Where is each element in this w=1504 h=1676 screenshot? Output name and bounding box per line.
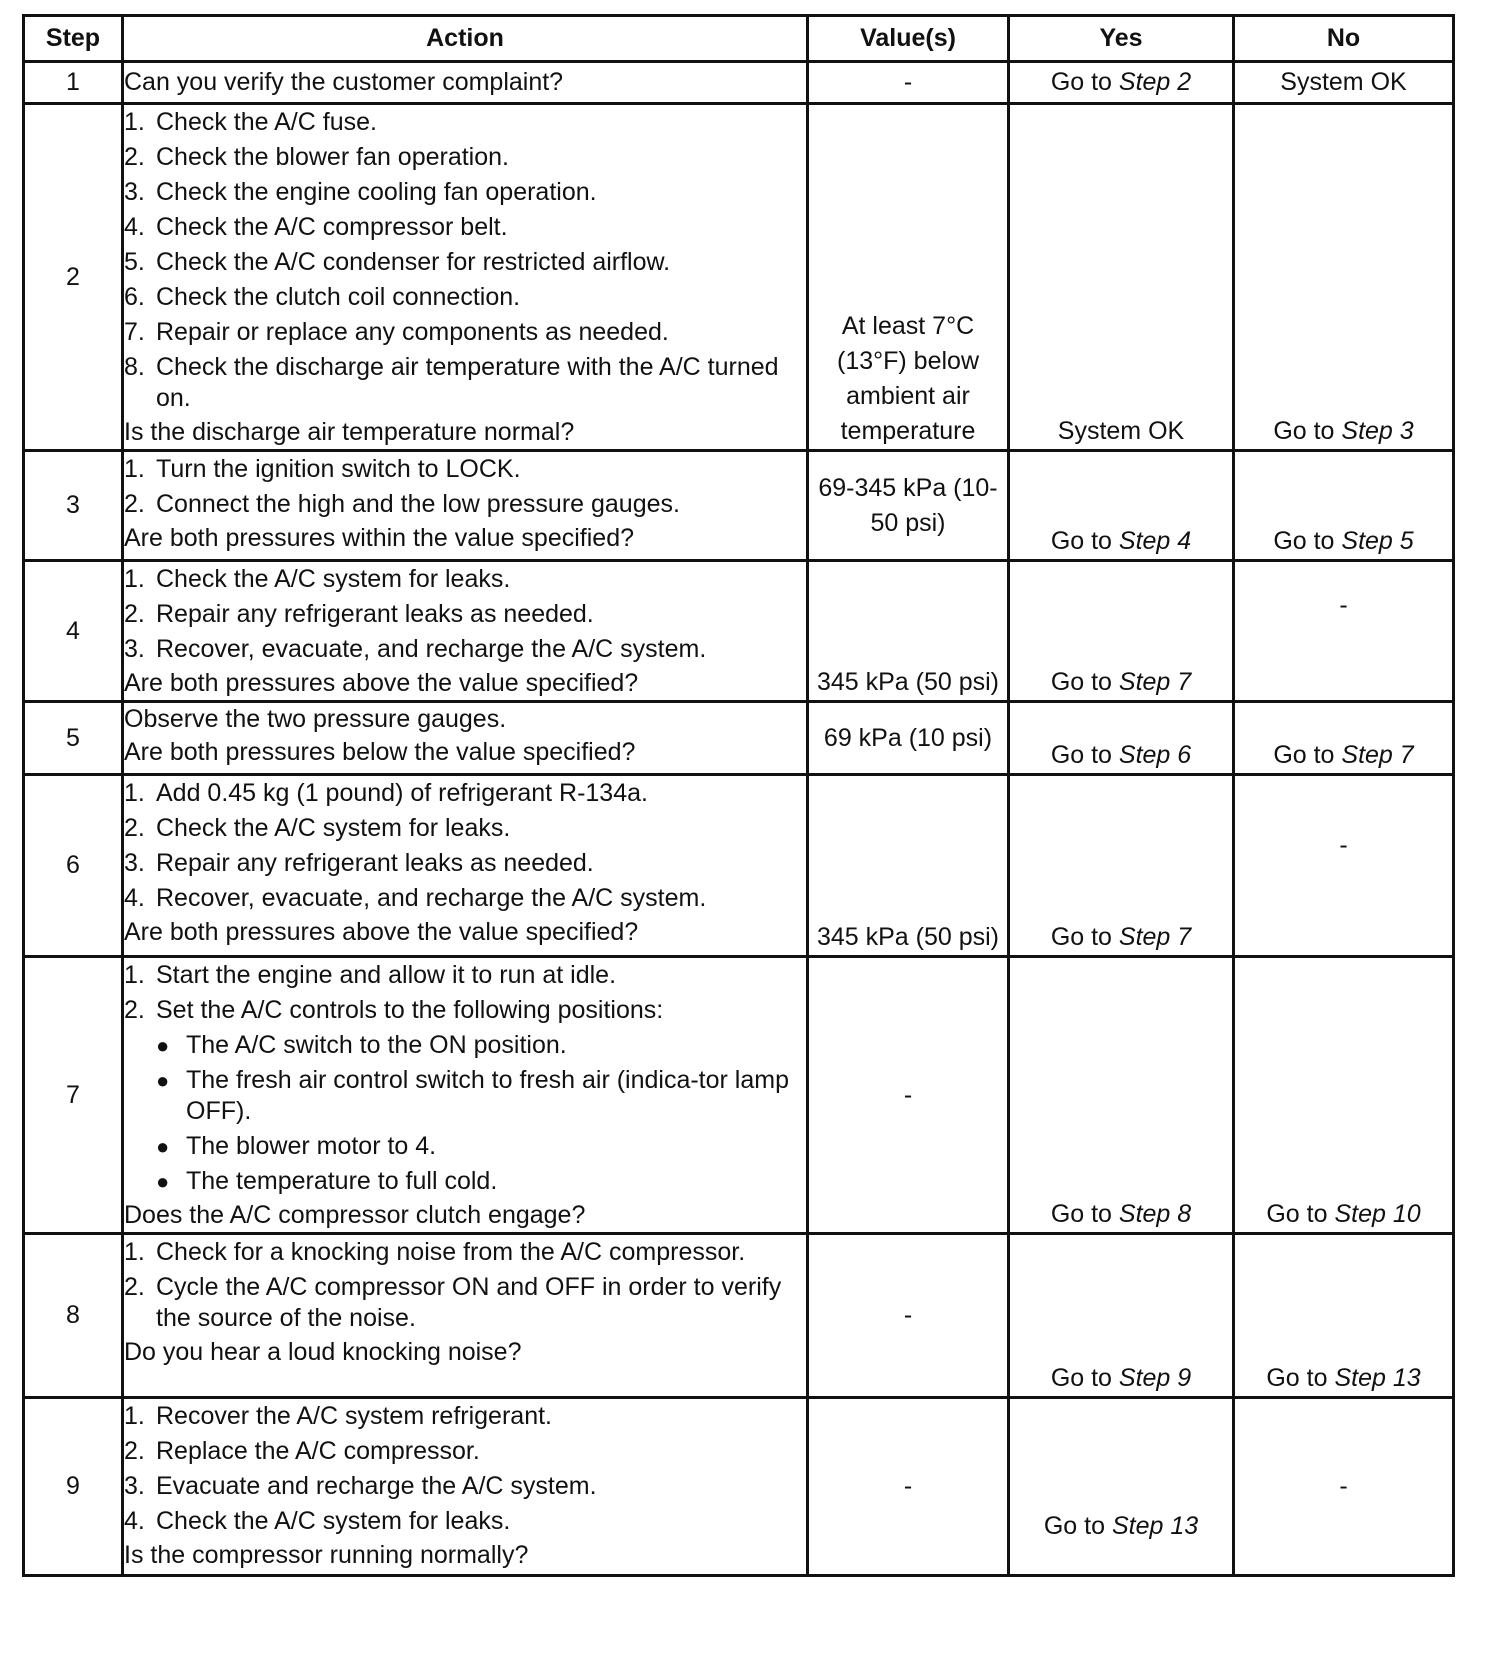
step-number: 7 bbox=[24, 957, 123, 1234]
value-cell: 345 kPa (50 psi) bbox=[808, 561, 1009, 702]
action-cell bbox=[123, 1234, 808, 1398]
value-cell: - bbox=[808, 62, 1009, 104]
action-item: 1. Turn the ignition switch to LOCK. bbox=[124, 455, 521, 483]
yes-prefix: Go to bbox=[1050, 68, 1119, 96]
no-cell: - bbox=[1234, 775, 1454, 957]
action-item: 4. Check the A/C compressor belt. bbox=[124, 213, 508, 241]
yes-cell: System OK bbox=[1009, 104, 1234, 451]
action-cell bbox=[123, 62, 808, 104]
yes-step-link: Step 2 bbox=[1118, 68, 1192, 96]
yes-step-link: Step 6 bbox=[1118, 741, 1192, 769]
action-item: 2. Repair any refrigerant leaks as needed. bbox=[124, 600, 594, 628]
action-item: 3. Repair any refrigerant leaks as needed. bbox=[124, 849, 594, 877]
yes-step-link: Step 8 bbox=[1118, 1200, 1192, 1228]
bullet-icon: ● bbox=[156, 1134, 170, 1159]
bullet-icon: ● bbox=[156, 1169, 170, 1194]
table-row bbox=[24, 1234, 1454, 1398]
no-cell: Go to Step 10 bbox=[1234, 957, 1454, 1234]
no-cell: Go to Step 3 bbox=[1234, 104, 1454, 451]
action-cell bbox=[123, 451, 808, 561]
action-question: Can you verify the customer complaint? bbox=[124, 68, 564, 96]
value-cell: 345 kPa (50 psi) bbox=[808, 775, 1009, 957]
value-cell: - bbox=[808, 957, 1009, 1234]
diagnostic-table bbox=[22, 14, 1455, 1577]
step-number: 8 bbox=[24, 1234, 123, 1398]
table-row bbox=[24, 702, 1454, 775]
header-row bbox=[24, 16, 1454, 62]
action-question: Are both pressures within the value specified? bbox=[124, 524, 635, 552]
action-item: 1. Start the engine and allow it to run at idle. bbox=[124, 961, 617, 989]
action-item: 3. Recover, evacuate, and recharge the A/C system. bbox=[124, 635, 707, 663]
step-number: 4 bbox=[24, 561, 123, 702]
action-item: 2. Cycle the A/C compressor ON and OFF in order to verify the source of the noise. bbox=[124, 1273, 782, 1332]
action-cell bbox=[123, 104, 808, 451]
no-step-link: Step 5 bbox=[1341, 527, 1414, 555]
no-cell: System OK bbox=[1234, 62, 1454, 104]
table-row bbox=[24, 957, 1454, 1234]
header-step: Step bbox=[24, 16, 123, 62]
action-cell bbox=[123, 775, 808, 957]
action-intro: Observe the two pressure gauges. bbox=[124, 705, 507, 733]
yes-cell bbox=[1009, 62, 1234, 104]
header-no: No bbox=[1234, 16, 1454, 62]
action-cell bbox=[123, 957, 808, 1234]
bullet-item: ● The A/C switch to the ON position. bbox=[156, 1028, 806, 1063]
no-step-link: Step 7 bbox=[1341, 741, 1414, 769]
bullet-item: ● The blower motor to 4. bbox=[156, 1129, 806, 1164]
step-number: 3 bbox=[24, 451, 123, 561]
no-cell: Go to Step 7 bbox=[1234, 702, 1454, 775]
action-question: Are both pressures above the value specified? bbox=[124, 918, 639, 946]
table-row bbox=[24, 62, 1454, 104]
no-step-link: Step 13 bbox=[1334, 1364, 1421, 1392]
action-item: 4. Recover, evacuate, and recharge the A/C system. bbox=[124, 884, 707, 912]
bullet-item: ● The temperature to full cold. bbox=[156, 1164, 806, 1199]
action-item: 1. Add 0.45 kg (1 pound) of refrigerant R-134a. bbox=[124, 779, 648, 807]
action-item: 2. Check the blower fan operation. bbox=[124, 143, 509, 171]
no-cell: Go to Step 5 bbox=[1234, 451, 1454, 561]
action-question: Do you hear a loud knocking noise? bbox=[124, 1338, 522, 1366]
no-cell: - bbox=[1234, 1398, 1454, 1576]
action-question: Is the compressor running normally? bbox=[124, 1541, 529, 1569]
action-item: 5. Check the A/C condenser for restricted airflow. bbox=[124, 248, 671, 276]
action-item: 2. Replace the A/C compressor. bbox=[124, 1437, 480, 1465]
value-cell: - bbox=[808, 1398, 1009, 1576]
action-cell bbox=[123, 1398, 808, 1576]
yes-step-link: Step 7 bbox=[1118, 923, 1192, 951]
action-item: 1. Recover the A/C system refrigerant. bbox=[124, 1402, 552, 1430]
yes-step-link: Step 13 bbox=[1111, 1512, 1199, 1540]
action-cell bbox=[123, 702, 808, 775]
step-number: 6 bbox=[24, 775, 123, 957]
yes-cell: Go to Step 8 bbox=[1009, 957, 1234, 1234]
value-cell: 69-345 kPa (10-50 psi) bbox=[808, 451, 1009, 561]
action-item: 2. Set the A/C controls to the following positions: bbox=[124, 996, 664, 1024]
table-row bbox=[24, 451, 1454, 561]
header-values: Value(s) bbox=[808, 16, 1009, 62]
action-question: Are both pressures below the value specified? bbox=[124, 738, 636, 766]
yes-cell: Go to Step 13 bbox=[1009, 1398, 1234, 1576]
yes-step-link: Step 7 bbox=[1118, 668, 1192, 696]
yes-cell: Go to Step 4 bbox=[1009, 451, 1234, 561]
header-action: Action bbox=[123, 16, 808, 62]
header-yes: Yes bbox=[1009, 16, 1234, 62]
table-row bbox=[24, 1398, 1454, 1576]
step-number: 5 bbox=[24, 702, 123, 775]
yes-step-link: Step 9 bbox=[1118, 1364, 1192, 1392]
action-item: 7. Repair or replace any components as needed. bbox=[124, 318, 669, 346]
yes-cell: Go to Step 7 bbox=[1009, 775, 1234, 957]
action-item: 1. Check the A/C fuse. bbox=[124, 108, 377, 136]
no-step-link: Step 3 bbox=[1341, 417, 1414, 445]
table-row bbox=[24, 775, 1454, 957]
action-item: 6. Check the clutch coil connection. bbox=[124, 283, 521, 311]
action-item: 1. Check the A/C system for leaks. bbox=[124, 565, 511, 593]
no-cell: - bbox=[1234, 561, 1454, 702]
bullet-icon: ● bbox=[156, 1068, 170, 1093]
action-question: Does the A/C compressor clutch engage? bbox=[124, 1201, 586, 1229]
value-cell: - bbox=[808, 1234, 1009, 1398]
action-question: Is the discharge air temperature normal? bbox=[124, 418, 575, 446]
action-item: 2. Check the A/C system for leaks. bbox=[124, 814, 511, 842]
yes-cell: Go to Step 9 bbox=[1009, 1234, 1234, 1398]
action-item: 4. Check the A/C system for leaks. bbox=[124, 1507, 511, 1535]
action-question: Are both pressures above the value specified? bbox=[124, 669, 639, 697]
step-number: 1 bbox=[24, 62, 123, 104]
no-step-link: Step 10 bbox=[1334, 1200, 1421, 1228]
yes-cell: Go to Step 7 bbox=[1009, 561, 1234, 702]
step-number: 9 bbox=[24, 1398, 123, 1576]
value-cell: 69 kPa (10 psi) bbox=[808, 702, 1009, 775]
action-cell bbox=[123, 561, 808, 702]
step-number: 2 bbox=[24, 104, 123, 451]
table-row bbox=[24, 561, 1454, 702]
bullet-icon: ● bbox=[156, 1033, 170, 1058]
action-item: 1. Check for a knocking noise from the A/C compressor. bbox=[124, 1238, 746, 1266]
table-row bbox=[24, 104, 1454, 451]
action-item: 2. Connect the high and the low pressure gauges. bbox=[124, 490, 680, 518]
action-item: 3. Check the engine cooling fan operation. bbox=[124, 178, 597, 206]
value-cell: At least 7°C (13°F) below ambient air temperature bbox=[808, 104, 1009, 451]
yes-cell: Go to Step 6 bbox=[1009, 702, 1234, 775]
yes-step-link: Step 4 bbox=[1118, 527, 1192, 555]
action-item: 3. Evacuate and recharge the A/C system. bbox=[124, 1472, 597, 1500]
bullet-item: ● The fresh air control switch to fresh air (indica-tor lamp OFF). bbox=[156, 1063, 806, 1129]
no-cell: Go to Step 13 bbox=[1234, 1234, 1454, 1398]
action-item: 8. Check the discharge air temperature with the A/C turned on. bbox=[124, 353, 779, 412]
